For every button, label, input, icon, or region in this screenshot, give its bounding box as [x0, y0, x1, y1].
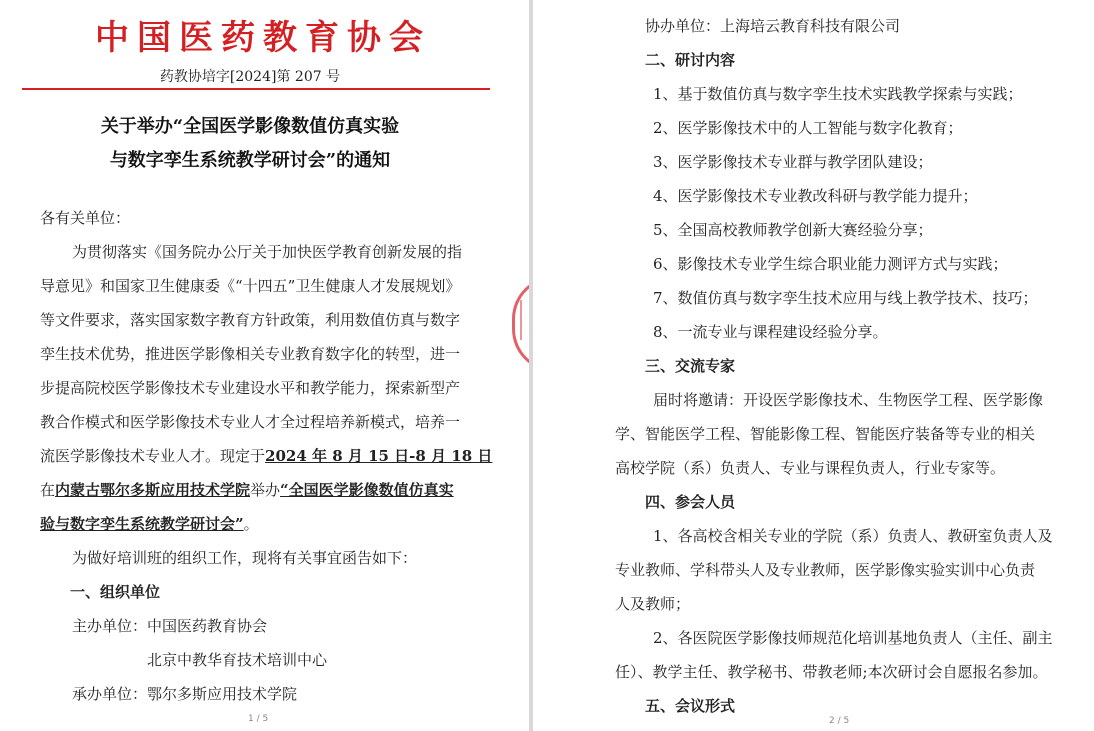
topic-item: 7、数值仿真与数字孪生技术应用与线上教学技术、技巧；: [653, 289, 1038, 307]
undertaker-label: 承办单位：: [72, 685, 148, 703]
section-heading-participants: 四、参会人员: [645, 493, 736, 511]
body-line: 导意见》和国家卫生健康委《“十四五”卫生健康人才发展规划》: [40, 277, 461, 295]
section-heading-experts: 三、交流专家: [645, 357, 736, 375]
org-letterhead-title: 中国医药教育协会: [95, 18, 431, 58]
section-heading-topics: 二、研讨内容: [645, 51, 736, 69]
red-seal-stamp-inner: [520, 300, 529, 340]
section-heading-format: 五、会议形式: [645, 697, 736, 715]
topic-item: 5、全国高校教师教学创新大赛经验分享；: [653, 221, 933, 239]
salutation: 各有关单位：: [40, 209, 131, 227]
notice-title-line-1: 关于举办“全国医学影像数值仿真实验: [100, 116, 400, 137]
body-line-event-name: [40, 514, 259, 534]
event-venue: 内蒙古鄂尔多斯应用技术学院: [55, 481, 251, 499]
document-page-2: [533, 0, 1094, 731]
body-line-with-venue: [40, 480, 454, 500]
body-line-with-date: [40, 446, 492, 466]
participants-line: 专业教师、学科带头人及专业教师，医学影像实验实训中心负责: [615, 561, 1036, 579]
experts-line: 高校学院（系）负责人、专业与课程负责人，行业专家等。: [615, 459, 1006, 477]
undertaker-row: [72, 684, 297, 704]
topic-item: 2、医学影像技术中的人工智能与数字化教育；: [653, 119, 963, 137]
period: 。: [243, 515, 259, 533]
organizer-label: 主办单位：: [72, 617, 148, 635]
organizer-row: [72, 616, 267, 636]
organizer-name-2: 北京中教华育技术培训中心: [147, 651, 328, 669]
participants-line: 2、各医院医学影像技师规范化培训基地负责人（主任、副主: [653, 629, 1053, 647]
event-date-range: 2024 年 8 月 15 日-8 月 18 日: [265, 447, 493, 465]
co-organizer-row: [645, 16, 900, 36]
document-number: 药教协培字[2024]第 207 号: [159, 69, 341, 85]
topic-item: 6、影像技术专业学生综合职业能力测评方式与实践；: [653, 255, 1008, 273]
event-name-part-2: 验与数字孪生系统教学研讨会”: [40, 515, 244, 533]
at-word: 在: [40, 481, 56, 499]
event-name-part-1: “全国医学影像数值仿真实: [280, 481, 454, 499]
page-number: 1 / 5: [248, 714, 269, 724]
topic-item: 1、基于数值仿真与数字孪生技术实践教学探索与实践；: [653, 85, 1023, 103]
participants-line: 人及教师；: [615, 595, 691, 613]
body-line: 等文件要求，落实国家数字教育方针政策，利用数值仿真与数字: [40, 311, 461, 329]
body-line: 为贯彻落实《国务院办公厅关于加快医学教育创新发展的指: [72, 243, 463, 261]
body-line: 孪生技术优势，推进医学影像相关专业教育数字化的转型，进一: [40, 345, 461, 363]
participants-line: 1、各高校含相关专业的学院（系）负责人、教研室负责人及: [653, 527, 1053, 545]
host-word: 举办: [250, 481, 281, 499]
section-heading-organizers: 一、组织单位: [70, 583, 161, 601]
organizer-name-1: 中国医药教育协会: [147, 617, 268, 635]
experts-line: 学、智能医学工程、智能影像工程、智能医疗装备等专业的相关: [615, 425, 1036, 443]
body-text: 流医学影像技术专业人才。现定于: [40, 447, 266, 465]
undertaker-name: 鄂尔多斯应用技术学院: [147, 685, 298, 703]
notice-title-line-2: 与数字孪生系统教学研讨会”的通知: [109, 150, 391, 171]
participants-line: 任）、教学主任、教学秘书、带教老师;本次研讨会自愿报名参加。: [615, 663, 1048, 681]
topic-item: 4、医学影像技术专业教改科研与教学能力提升；: [653, 187, 978, 205]
red-divider-line: [22, 88, 490, 90]
co-organizer-name: 上海培云教育科技有限公司: [720, 17, 901, 35]
topic-item: 8、一流专业与课程建设经验分享。: [653, 323, 888, 341]
experts-line: 届时将邀请：开设医学影像技术、生物医学工程、医学影像: [653, 391, 1044, 409]
body-line: 教合作模式和医学影像技术专业人才全过程培养新模式，培养一: [40, 413, 461, 431]
body-line: 步提高院校医学影像技术专业建设水平和教学能力，探索新型产: [40, 379, 461, 397]
co-organizer-label: 协办单位：: [645, 17, 721, 35]
document-page-1: [0, 0, 529, 731]
topic-item: 3、医学影像技术专业群与教学团队建设；: [653, 153, 933, 171]
page-number: 2 / 5: [829, 716, 850, 726]
arrangement-text: 为做好培训班的组织工作，现将有关事宜函告如下：: [72, 549, 418, 567]
